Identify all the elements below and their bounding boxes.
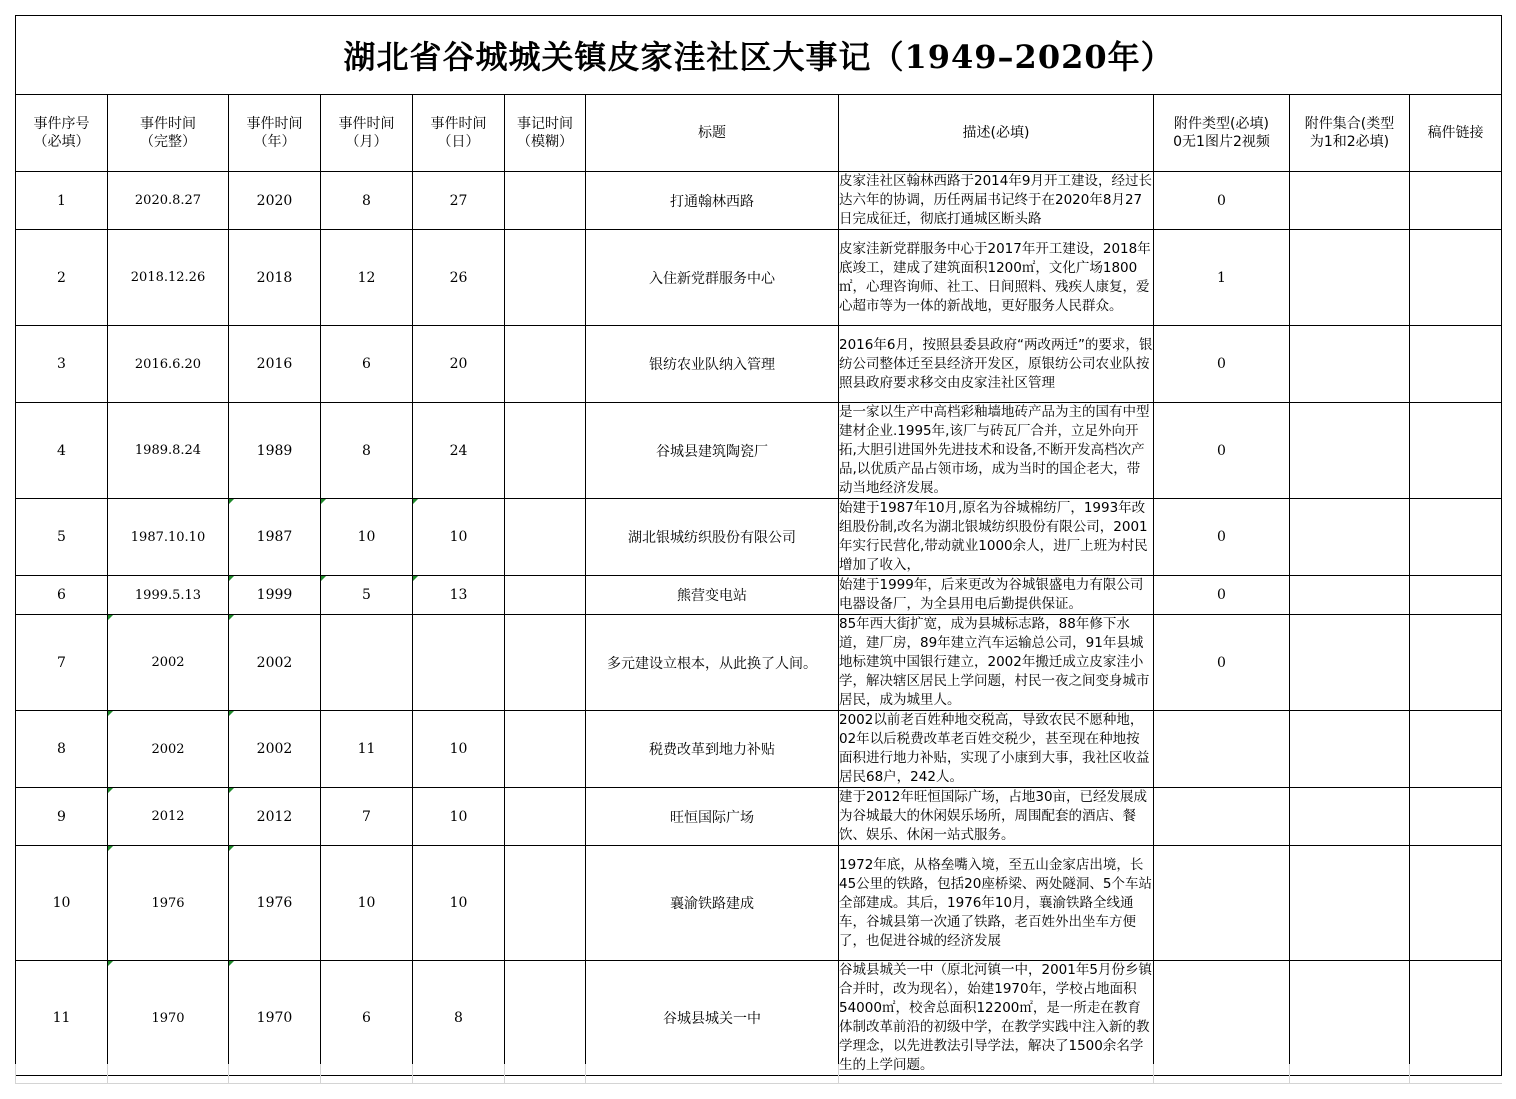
cell-link: [1410, 230, 1502, 326]
empty-row: [15, 1064, 1502, 1084]
cell-full-date: 1987.10.10: [108, 499, 229, 576]
cell-attach-set: [1290, 615, 1410, 711]
cell-year: 2016: [229, 326, 321, 403]
cell-year: 1989: [229, 403, 321, 499]
cell-desc: 1972年底，从格垒嘴入境，至五山金家店出境，长45公里的铁路，包括20座桥梁、两处隧洞、5个车站全部建成。其后，1976年10月，襄渝铁路全线通车，谷城县第一次通了铁路，老百姓外出坐车方便了，也促进谷城的经济发展: [839, 846, 1154, 961]
cell-title: 多元建设立根本，从此换了人间。: [586, 615, 839, 711]
cell-desc: 建于2012年旺恒国际广场，占地30亩，已经发展成为谷城最大的休闲娱乐场所，周围配套的酒店、餐饮、娱乐、休闲一站式服务。: [839, 788, 1154, 846]
cell-day: 13: [413, 576, 505, 615]
cell-full-date: 2002: [108, 711, 229, 788]
cell-link: [1410, 326, 1502, 403]
cell-attach-type: 0: [1154, 172, 1290, 230]
col-header-title: 标题: [586, 95, 839, 172]
cell-attach-type: 0: [1154, 403, 1290, 499]
col-header-day: 事件时间 （日）: [413, 95, 505, 172]
cell-full-date: 1976: [108, 846, 229, 961]
cell-year: 1987: [229, 499, 321, 576]
cell-day: 10: [413, 788, 505, 846]
table-row: [16, 961, 1502, 1076]
cell-full-date: 2016.6.20: [108, 326, 229, 403]
cell-month: 11: [321, 711, 413, 788]
cell-month: [321, 615, 413, 711]
cell-year: 2020: [229, 172, 321, 230]
cell-attach-set: [1290, 846, 1410, 961]
cell-attach-type: [1154, 711, 1290, 788]
cell-title: 熊营变电站: [586, 576, 839, 615]
cell-day: [413, 615, 505, 711]
cell-full-date: 2012: [108, 788, 229, 846]
cell-day: 26: [413, 230, 505, 326]
chronicle-table: [15, 15, 1502, 1076]
cell-full-date: 1989.8.24: [108, 403, 229, 499]
cell-fuzzy: [505, 576, 586, 615]
cell-day: 10: [413, 499, 505, 576]
cell-link: [1410, 961, 1502, 1076]
cell-day: 10: [413, 711, 505, 788]
cell-attach-type: 0: [1154, 326, 1290, 403]
cell-seq: 6: [16, 576, 108, 615]
cell-full-date: 2002: [108, 615, 229, 711]
cell-desc: 皮家洼新党群服务中心于2017年开工建设，2018年底竣工，建成了建筑面积1200㎡，文化广场1800㎡，心理咨询师、社工、日间照料、残疾人康复，爱心超市等为一体的新战地，更好服务人民群众。: [839, 230, 1154, 326]
cell-desc: 谷城县城关一中（原北河镇一中，2001年5月份乡镇合并时，改为现名），始建1970年，学校占地面积54000㎡，校舍总面积12200㎡，是一所走在教育体制改革前沿的初级中学，在教学实践中注入新的教学理念，以先进教法引导学法，解决了1500余名学生的上学问题。: [839, 961, 1154, 1076]
cell-day: 27: [413, 172, 505, 230]
cell-desc: 是一家以生产中高档彩釉墙地砖产品为主的国有中型建材企业.1995年,该厂与砖瓦厂合并，立足外向开拓,大胆引进国外先进技术和设备,不断开发高档次产品,以优质产品占领市场，成为当时的国企老大，带动当地经济发展。: [839, 403, 1154, 499]
header-row: [16, 95, 1502, 172]
cell-fuzzy: [505, 961, 586, 1076]
cell-year: 2002: [229, 711, 321, 788]
cell-attach-type: 0: [1154, 499, 1290, 576]
cell-month: 8: [321, 172, 413, 230]
cell-seq: 7: [16, 615, 108, 711]
cell-desc: 85年西大街扩宽，成为县城标志路，88年修下水道，建厂房，89年建立汽车运输总公司，91年县城地标建筑中国银行建立，2002年搬迁成立皮家洼小学，解决辖区居民上学问题，村民一夜之间变身城市居民，成为城里人。: [839, 615, 1154, 711]
cell-attach-type: [1154, 846, 1290, 961]
cell-fuzzy: [505, 230, 586, 326]
cell-link: [1410, 711, 1502, 788]
table-row: [16, 172, 1502, 230]
cell-desc: 皮家洼社区翰林西路于2014年9月开工建设，经过长达六年的协调，历任两届书记终于在2020年8月27日完成征迁，彻底打通城区断头路: [839, 172, 1154, 230]
cell-attach-set: [1290, 326, 1410, 403]
table-row: [16, 846, 1502, 961]
table-row: [16, 499, 1502, 576]
cell-attach-type: 1: [1154, 230, 1290, 326]
cell-attach-set: [1290, 499, 1410, 576]
cell-month: 6: [321, 326, 413, 403]
cell-title: 税费改革到地力补贴: [586, 711, 839, 788]
cell-attach-set: [1290, 576, 1410, 615]
cell-desc: 始建于1987年10月,原名为谷城棉纺厂，1993年改组股份制,改名为湖北银城纺织股份有限公司，2001年实行民营化,带动就业1000余人，进厂上班为村民增加了收入，: [839, 499, 1154, 576]
cell-attach-set: [1290, 961, 1410, 1076]
col-header-link: 稿件链接: [1410, 95, 1502, 172]
cell-desc: 始建于1999年，后来更改为谷城银盛电力有限公司电器设备厂，为全县用电后勤提供保证。: [839, 576, 1154, 615]
cell-year: 2012: [229, 788, 321, 846]
cell-attach-set: [1290, 788, 1410, 846]
cell-seq: 4: [16, 403, 108, 499]
cell-fuzzy: [505, 788, 586, 846]
cell-seq: 9: [16, 788, 108, 846]
cell-fuzzy: [505, 172, 586, 230]
cell-month: 5: [321, 576, 413, 615]
cell-attach-set: [1290, 711, 1410, 788]
cell-month: 8: [321, 403, 413, 499]
cell-attach-set: [1290, 403, 1410, 499]
cell-title: 银纺农业队纳入管理: [586, 326, 839, 403]
col-header-seq: 事件序号 （必填）: [16, 95, 108, 172]
cell-month: 10: [321, 499, 413, 576]
cell-title: 谷城县建筑陶瓷厂: [586, 403, 839, 499]
cell-seq: 10: [16, 846, 108, 961]
table-row: [16, 326, 1502, 403]
col-header-desc: 描述(必填): [839, 95, 1154, 172]
cell-fuzzy: [505, 711, 586, 788]
cell-month: 6: [321, 961, 413, 1076]
table-row: [16, 230, 1502, 326]
col-header-year: 事件时间 （年）: [229, 95, 321, 172]
table-row: [16, 711, 1502, 788]
cell-title: 谷城县城关一中: [586, 961, 839, 1076]
col-header-attach-type: 附件类型(必填) 0无1图片2视频: [1154, 95, 1290, 172]
cell-full-date: 1970: [108, 961, 229, 1076]
cell-day: 20: [413, 326, 505, 403]
cell-link: [1410, 788, 1502, 846]
cell-title: 湖北银城纺织股份有限公司: [586, 499, 839, 576]
cell-seq: 8: [16, 711, 108, 788]
cell-month: 7: [321, 788, 413, 846]
cell-seq: 5: [16, 499, 108, 576]
cell-attach-type: 0: [1154, 615, 1290, 711]
cell-fuzzy: [505, 499, 586, 576]
cell-seq: 2: [16, 230, 108, 326]
cell-day: 8: [413, 961, 505, 1076]
col-header-full-date: 事件时间 （完整）: [108, 95, 229, 172]
table-row: [16, 576, 1502, 615]
cell-full-date: 1999.5.13: [108, 576, 229, 615]
cell-desc: 2016年6月，按照县委县政府“两改两迁”的要求，银纺公司整体迁至县经济开发区，原银纺公司农业队按照县政府要求移交由皮家洼社区管理: [839, 326, 1154, 403]
cell-year: 1999: [229, 576, 321, 615]
cell-seq: 1: [16, 172, 108, 230]
table-row: [16, 615, 1502, 711]
cell-link: [1410, 499, 1502, 576]
cell-link: [1410, 172, 1502, 230]
cell-attach-set: [1290, 172, 1410, 230]
col-header-fuzzy: 事记时间 （模糊）: [505, 95, 586, 172]
cell-seq: 11: [16, 961, 108, 1076]
cell-seq: 3: [16, 326, 108, 403]
col-header-attach-set: 附件集合(类型 为1和2必填): [1290, 95, 1410, 172]
cell-year: 2002: [229, 615, 321, 711]
cell-attach-set: [1290, 230, 1410, 326]
cell-year: 1970: [229, 961, 321, 1076]
cell-attach-type: 0: [1154, 576, 1290, 615]
table-row: [16, 788, 1502, 846]
cell-fuzzy: [505, 403, 586, 499]
cell-year: 1976: [229, 846, 321, 961]
cell-day: 10: [413, 846, 505, 961]
cell-link: [1410, 846, 1502, 961]
page-title: 湖北省谷城城关镇皮家洼社区大事记（1949–2020年）: [16, 16, 1502, 95]
cell-full-date: 2018.12.26: [108, 230, 229, 326]
cell-link: [1410, 403, 1502, 499]
col-header-month: 事件时间 （月）: [321, 95, 413, 172]
cell-title: 打通翰林西路: [586, 172, 839, 230]
cell-year: 2018: [229, 230, 321, 326]
cell-full-date: 2020.8.27: [108, 172, 229, 230]
cell-month: 10: [321, 846, 413, 961]
cell-title: 襄渝铁路建成: [586, 846, 839, 961]
cell-title: 旺恒国际广场: [586, 788, 839, 846]
cell-day: 24: [413, 403, 505, 499]
cell-attach-type: [1154, 788, 1290, 846]
table-row: [16, 403, 1502, 499]
cell-title: 入住新党群服务中心: [586, 230, 839, 326]
cell-desc: 2002以前老百姓种地交税高，导致农民不愿种地，02年以后税费改革老百姓交税少，甚至现在种地按面积进行地力补贴，实现了小康到大事，我社区收益居民68户，242人。: [839, 711, 1154, 788]
cell-fuzzy: [505, 615, 586, 711]
cell-month: 12: [321, 230, 413, 326]
cell-fuzzy: [505, 326, 586, 403]
cell-fuzzy: [505, 846, 586, 961]
cell-link: [1410, 615, 1502, 711]
cell-attach-type: [1154, 961, 1290, 1076]
cell-link: [1410, 576, 1502, 615]
